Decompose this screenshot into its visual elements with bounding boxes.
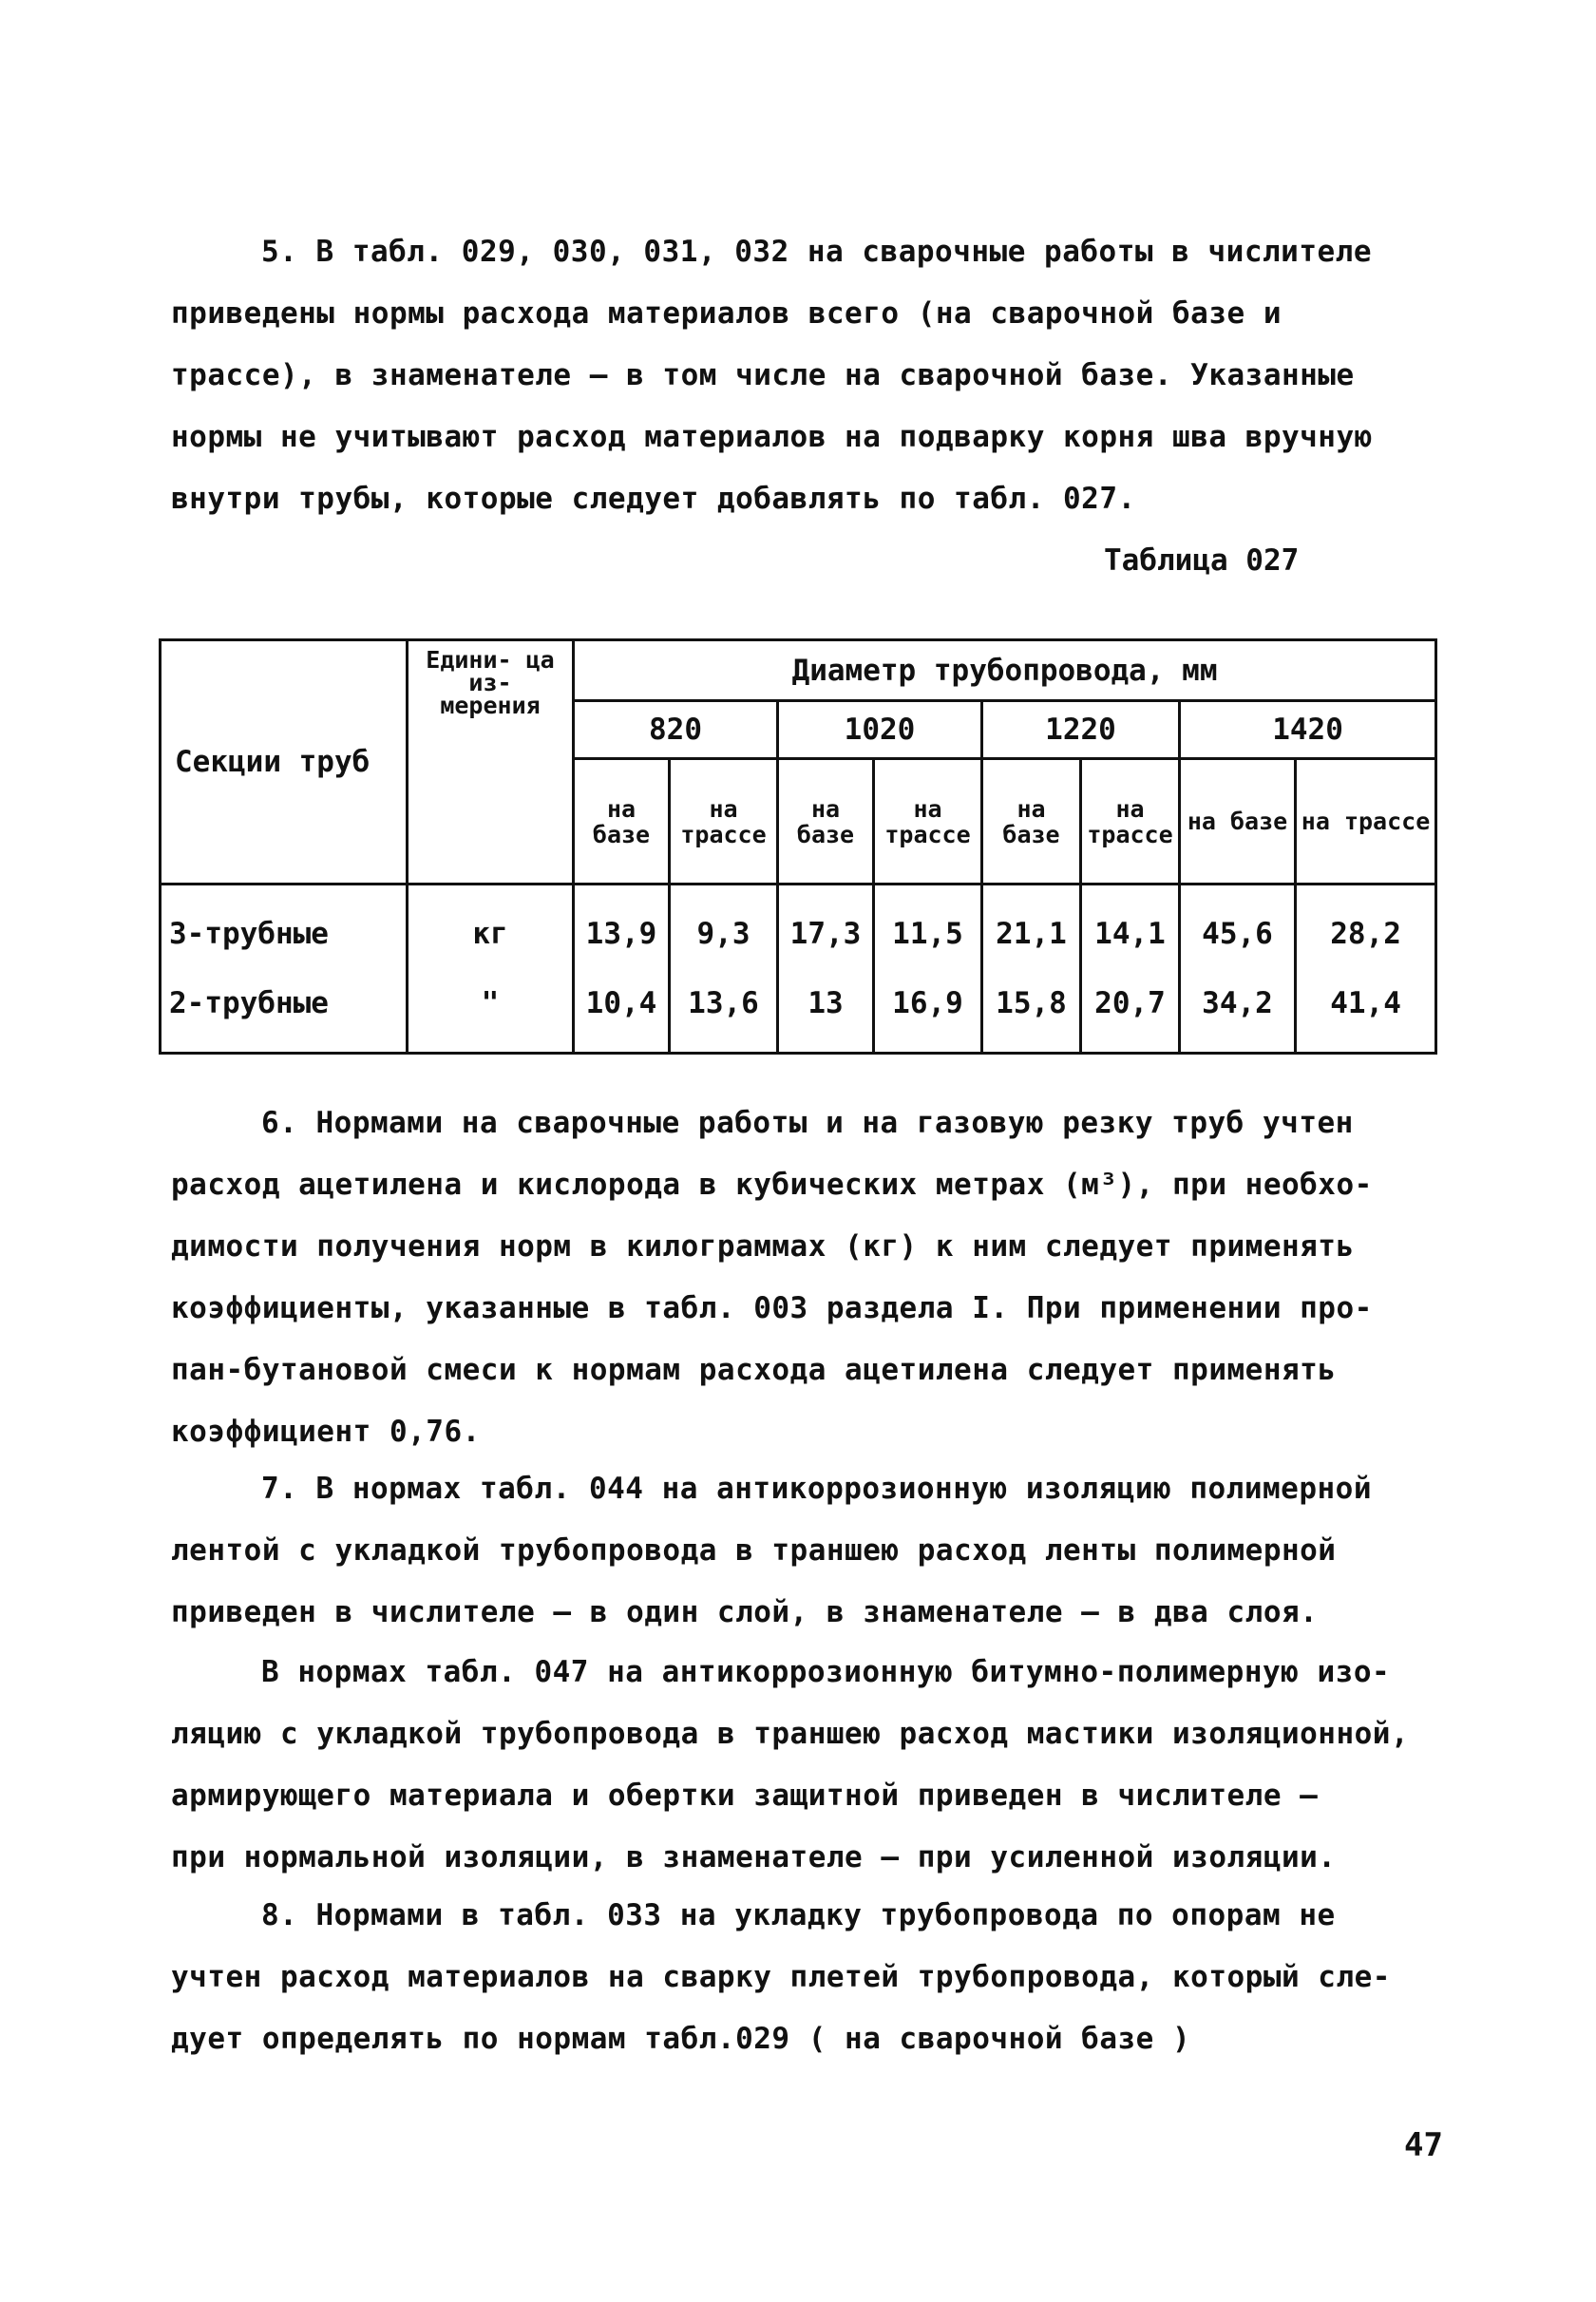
header-diameter-1020: 1020 xyxy=(778,701,982,759)
row-unit: кг xyxy=(408,885,574,969)
text-line: приведен в числителе – в один слой, в знаменателе – в два слоя. xyxy=(171,1595,1319,1629)
header-diameter-1420: 1420 xyxy=(1180,701,1436,759)
table-cell: 20,7 xyxy=(1081,969,1180,1054)
header-diameter-820: 820 xyxy=(574,701,778,759)
paragraph-7-continued xyxy=(171,1642,1444,1889)
paragraph-7 xyxy=(171,1458,1444,1644)
text-line: коэффициенты, указанные в табл. 003 раздела I. При применении про- xyxy=(171,1291,1373,1325)
table-cell: 45,6 xyxy=(1180,885,1296,969)
text-line: димости получения норм в килограммах (кг) к ним следует применять xyxy=(171,1229,1355,1264)
table-cell: 41,4 xyxy=(1296,969,1436,1054)
table-cell: 21,1 xyxy=(982,885,1081,969)
text-line: коэффициент 0,76. xyxy=(171,1415,481,1449)
text-line: 6. Нормами на сварочные работы и на газовую резку труб учтен xyxy=(261,1106,1354,1140)
page-number: 47 xyxy=(1404,2126,1443,2164)
table-cell: 14,1 xyxy=(1081,885,1180,969)
norms-table xyxy=(159,638,1437,1055)
text-line: пан-бутановой смеси к нормам расхода ацетилена следует применять xyxy=(171,1353,1337,1387)
row-unit: " xyxy=(408,969,574,1054)
text-line: 7. В нормах табл. 044 на антикоррозионную изоляцию полимерной xyxy=(261,1472,1372,1506)
header-diameter-1220: 1220 xyxy=(982,701,1180,759)
text-line: нормы не учитывают расход материалов на подварку корня шва вручную xyxy=(171,420,1373,454)
text-line: дует определять по нормам табл.029 ( на сварочной базе ) xyxy=(171,2022,1191,2056)
subheader-base: на базе xyxy=(1180,759,1296,885)
paragraph-6 xyxy=(171,1093,1444,1463)
table-cell: 15,8 xyxy=(982,969,1081,1054)
table-caption: Таблица 027 xyxy=(1104,543,1300,578)
row-section: 3-трубные xyxy=(161,885,408,969)
subheader-base: на базе xyxy=(778,759,874,885)
table-row xyxy=(161,969,1436,1054)
table-cell: 11,5 xyxy=(874,885,982,969)
text-line: лентой с укладкой трубопровода в траншею расход ленты полимерной xyxy=(171,1533,1337,1568)
table-cell: 13 xyxy=(778,969,874,1054)
table-cell: 16,9 xyxy=(874,969,982,1054)
subheader-base: на базе xyxy=(982,759,1081,885)
table-cell: 34,2 xyxy=(1180,969,1296,1054)
header-diameter: Диаметр трубопровода, мм xyxy=(574,640,1436,701)
text-line: трассе), в знаменателе – в том числе на сварочной базе. Указанные xyxy=(171,358,1355,392)
text-line: В нормах табл. 047 на антикоррозионную битумно-полимерную изо- xyxy=(261,1655,1391,1689)
table-cell: 17,3 xyxy=(778,885,874,969)
text-line: 5. В табл. 029, 030, 031, 032 на сварочные работы в числителе xyxy=(261,235,1372,269)
table-cell: 13,6 xyxy=(670,969,778,1054)
subheader-route: на трассе xyxy=(1081,759,1180,885)
paragraph-8 xyxy=(171,1885,1444,2070)
table-cell: 13,9 xyxy=(574,885,670,969)
text-line: приведены нормы расхода материалов всего (на сварочной базе и xyxy=(171,296,1282,331)
text-line: ляцию с укладкой трубопровода в траншею расход мастики изоляционной, xyxy=(171,1717,1410,1751)
table-row xyxy=(161,885,1436,969)
subheader-route: на трассе xyxy=(670,759,778,885)
subheader-route: на трассе xyxy=(1296,759,1436,885)
subheader-base: на базе xyxy=(574,759,670,885)
text-line: 8. Нормами в табл. 033 на укладку трубопровода по опорам не xyxy=(261,1898,1336,1932)
subheader-route: на трассе xyxy=(874,759,982,885)
table-cell: 28,2 xyxy=(1296,885,1436,969)
text-line: армирующего материала и обертки защитной приведен в числителе – xyxy=(171,1779,1319,1813)
table-cell: 10,4 xyxy=(574,969,670,1054)
text-line: учтен расход материалов на сварку плетей трубопровода, который сле- xyxy=(171,1960,1391,1994)
header-unit: Едини- ца из- мерения xyxy=(408,640,574,885)
paragraph-5 xyxy=(171,221,1444,530)
text-line: расход ацетилена и кислорода в кубических метрах (м³), при необхо- xyxy=(171,1168,1373,1202)
table-cell: 9,3 xyxy=(670,885,778,969)
text-line: при нормальной изоляции, в знаменателе – при усиленной изоляции. xyxy=(171,1840,1337,1874)
text-line: внутри трубы, которые следует добавлять по табл. 027. xyxy=(171,482,1136,516)
header-sections: Секции труб xyxy=(161,640,408,885)
row-section: 2-трубные xyxy=(161,969,408,1054)
